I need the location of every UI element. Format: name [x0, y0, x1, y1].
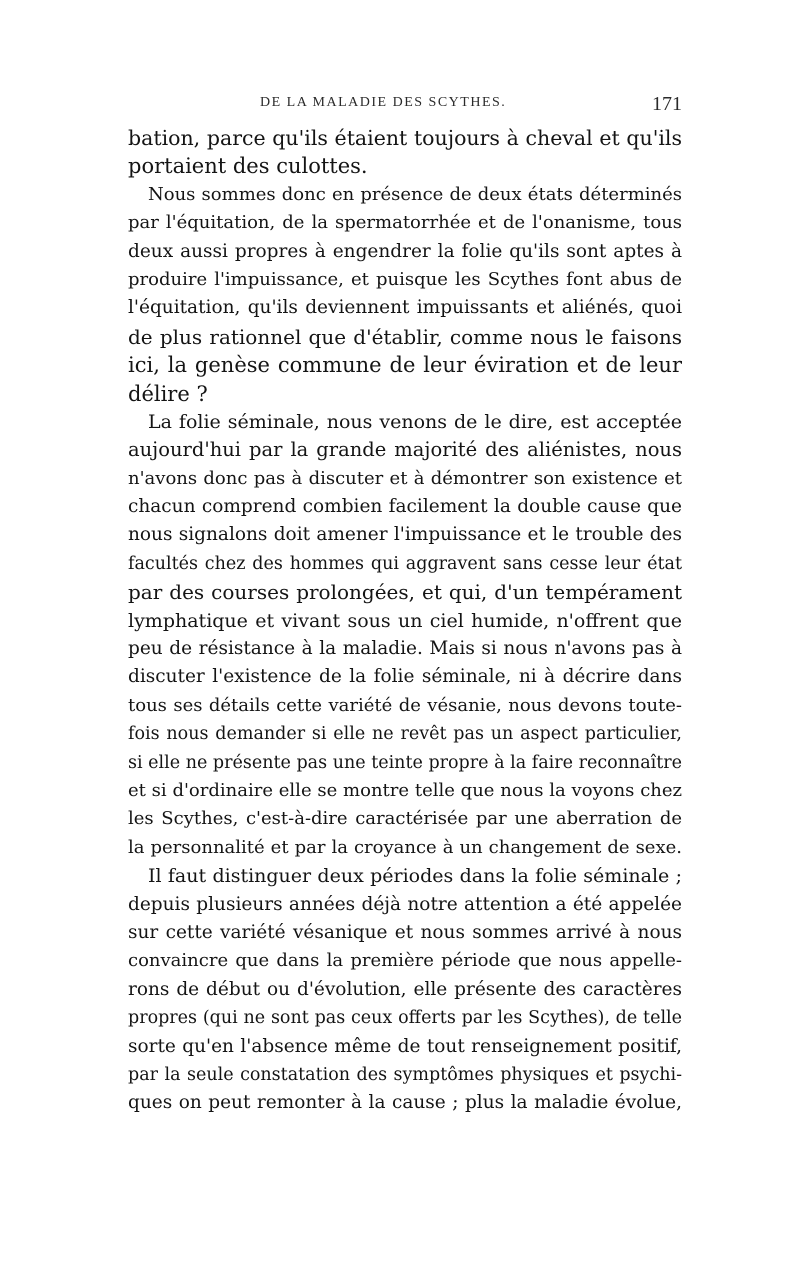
text-line: ques on peut remonter à la cause ; plus la maladie évolue, [128, 1092, 682, 1114]
text-line: bation, parce qu'ils étaient toujours à cheval et qu'ils [128, 126, 682, 150]
text-line: nous signalons doit amener l'impuissance et le trouble des [128, 524, 682, 546]
text-line: chacun comprend combien facilement la double cause que [128, 496, 682, 518]
text-line: et si d'ordinaire elle se montre telle que nous la voyons chez [128, 779, 682, 801]
text-line: si elle ne présente pas une teinte propre à la faire reconnaître [128, 752, 682, 773]
text-line: sur cette variété vésanique et nous sommes arrivé à nous [128, 921, 682, 943]
text-line: deux aussi propres à engendrer la folie qu'ils sont aptes à [128, 240, 682, 262]
text-line: ici, la genèse commune de leur éviration et de leur [128, 353, 682, 378]
text-line: la personnalité et par la croyance à un changement de sexe. [128, 836, 682, 858]
text-line: facultés chez des hommes qui aggravent sans cesse leur état [128, 553, 682, 574]
paragraph-start-line: Il faut distinguer deux périodes dans la folie séminale ; [148, 865, 682, 888]
page-header [130, 95, 682, 121]
text-line: convaincre que dans la première période que nous appelle- [128, 950, 682, 972]
text-line: les Scythes, c'est-à-dire caractérisée par une aberration de [128, 808, 682, 830]
paragraph-start-line: Nous sommes donc en présence de deux états déterminés [148, 183, 682, 205]
text-line: délire ? [128, 381, 208, 406]
page-number: 171 [652, 93, 682, 115]
text-line: portaient des culottes. [128, 154, 368, 179]
text-line: discuter l'existence de la folie séminale, ni à décrire dans [128, 666, 682, 688]
body-text [128, 124, 682, 1118]
text-line: l'équitation, qu'ils deviennent impuissants et aliénés, quoi [128, 297, 682, 319]
text-line: lymphatique et vivant sous un ciel humide, n'offrent que [128, 609, 682, 632]
text-line: depuis plusieurs années déjà notre attention a été appelée [128, 893, 682, 915]
text-line: par la seule constatation des symptômes physiques et psychi- [128, 1064, 682, 1085]
text-line: n'avons donc pas à discuter et à démontrer son existence et [128, 467, 682, 489]
text-line: par l'équitation, de la spermatorrhée et de l'onanisme, tous [128, 212, 682, 234]
text-line: fois nous demander si elle ne revêt pas un aspect particulier, [128, 724, 682, 745]
text-line: par des courses prolongées, et qui, d'un tempérament [128, 580, 682, 605]
text-line: produire l'impuissance, et puisque les Scythes font abus de [128, 268, 682, 290]
text-line: rons de début ou d'évolution, elle présente des caractères [128, 978, 682, 1000]
text-line: de plus rationnel que d'établir, comme nous le faisons [128, 324, 682, 349]
text-line: peu de résistance à la maladie. Mais si nous n'avons pas à [128, 638, 682, 660]
text-line: aujourd'hui par la grande majorité des aliénistes, nous [128, 438, 682, 462]
paragraph-start-line: La folie séminale, nous venons de le dire, est acceptée [148, 410, 682, 433]
text-line: tous ses détails cette variété de vésanie, nous devons toute- [128, 694, 682, 716]
text-line: sorte qu'en l'absence même de tout renseignement positif, [128, 1035, 682, 1057]
text-line: propres (qui ne sont pas ceux offerts par les Scythes), de telle [128, 1008, 682, 1029]
running-head: DE LA MALADIE DES SCYTHES. [260, 95, 507, 110]
